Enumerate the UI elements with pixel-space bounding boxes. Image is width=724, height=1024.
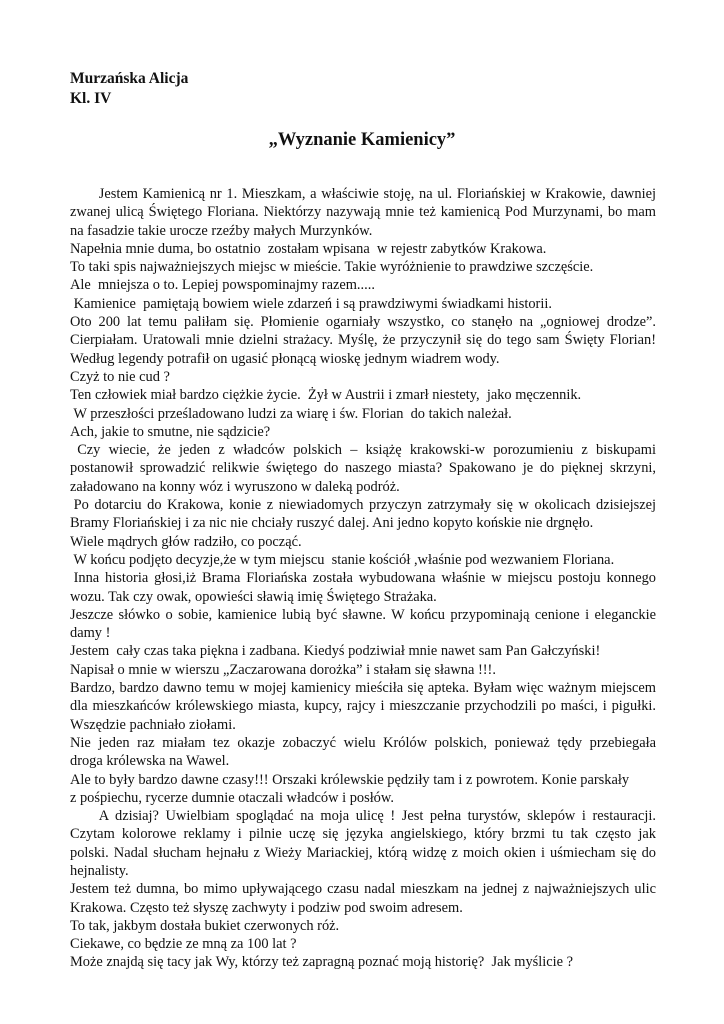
text-line: Wiele mądrych głów radziło, co począć. (70, 533, 302, 550)
text-line: Jestem też dumna, bo mimo upływającego czasu nadal mieszkam na jednej z najważniejszych ulic (70, 881, 656, 898)
text-line: Czytam kolorowe reklamy i pilnie uczę się języka angielskiego, który brzmi tu tak często jak (70, 826, 656, 843)
document-title: „Wyznanie Kamienicy” (268, 130, 456, 150)
text-line: Czyż to nie cud ? (70, 368, 170, 385)
text-line: Inna historia głosi,iż Brama Floriańska została wybudowana właśnie w miejscu postoju konnego (73, 570, 656, 587)
text-line: Napełnia mnie duma, bo ostatnio zostałam wpisana w rejestr zabytków Krakowa. (70, 240, 547, 257)
text-line: Ach, jakie to smutne, nie sądzicie? (70, 423, 271, 440)
text-line: Kamienice pamiętają bowiem wiele zdarzeń i są prawdziwymi świadkami historii. (70, 295, 552, 312)
text-line: Może znajdą się tacy jak Wy, którzy też zapragną poznać moją historię? Jak myślicie ? (70, 954, 573, 971)
text-line: polski. Nadal słucham hejnału z Wieży Mariackiej, którą widzę z moich okien i uśmiecham się do (70, 844, 656, 861)
text-line: Ale mniejsza o to. Lepiej powspominajmy razem..... (70, 277, 375, 294)
text-line: Według legendy potrafił on ugasić płonącą wioskę jednym wiadrem wody. (70, 350, 500, 367)
text-line: Krakowa. Często też słyszę zachwyty i podziw pod swoim adresem. (70, 899, 463, 916)
text-line: Jeszcze słówko o sobie, kamienice lubią być sławne. W końcu przypominają cenione i eleganckie (70, 606, 656, 623)
text-line: dla mieszkańców królewskiego miasta, kupcy, rajcy i mieszczanie przychodzili po maści, i pigułki. (70, 698, 656, 715)
text-line: damy ! (70, 625, 111, 642)
text-line: Ciekawe, co będzie ze mną za 100 lat ? (70, 936, 297, 953)
text-line: z pośpiechu, rycerze dumnie otaczali władców i posłów. (70, 789, 394, 806)
text-line: Bramy Floriańskiej i za nic nie chciały ruszyć dalej. Ani jedno kopyto końskie nie drgnęło. (70, 515, 594, 532)
text-line: Cierpiałam. Uratowali mnie dzielni strażacy. Myślę, że przyczynił się do tego sam Święty Florian! (70, 332, 656, 349)
author-name: Murzańska Alicja (70, 70, 189, 87)
text-line: Oto 200 lat temu paliłam się. Płomienie ogarniały wszystko, co stanęło na „ogniowej drodze”. (70, 314, 656, 331)
text-line: załadowano na konny wóz i wyruszono w daleką podróż. (70, 478, 400, 495)
text-line: W przeszłości prześladowano ludzi za wiarę i św. Florian do takich należał. (70, 405, 512, 422)
text-line: W końcu podjęto decyzje,że w tym miejscu stanie kościół ,właśnie pod wezwaniem Floriana. (70, 551, 615, 568)
text-line: zwanej ulicą Świętego Floriana. Niektórzy nazywają mnie też kamienicą Pod Murzynami, bo mam (70, 204, 656, 221)
text-line: wozu. Tak czy owak, opowieści sławią imię Świętego Strażaka. (70, 588, 437, 605)
text-line: Jestem cały czas taka piękna i zadbana. Kiedyś podziwiał mnie nawet sam Pan Gałczyński! (70, 643, 601, 660)
text-line: Wszędzie pachniało ziołami. (70, 716, 236, 733)
text-line: To tak, jakbym dostała bukiet czerwonych róż. (70, 917, 340, 934)
text-line: Ale to były bardzo dawne czasy!!! Orszaki królewskie pędziły tam i z powrotem. Konie parskały (70, 771, 630, 788)
text-line: Bardzo, bardzo dawno temu w mojej kamienicy mieściła się apteka. Byłam więc ważnym miejscem (70, 680, 656, 697)
text-line: Napisał o mnie w wierszu „Zaczarowana dorożka” i stałam się sławna !!!. (70, 661, 496, 678)
text-line: hejnalisty. (70, 862, 129, 879)
text-line: Ten człowiek miał bardzo ciężkie życie. Żył w Austrii i zmarł niestety, jako męczennik. (70, 387, 582, 404)
text-line: Czy wiecie, że jeden z władców polskich – książę krakowski-w porozumieniu z biskupami (77, 442, 656, 459)
text-line: Jestem Kamienicą nr 1. Mieszkam, a właściwie stoję, na ul. Floriańskiej w Krakowie, dawniej (98, 186, 656, 202)
text-line: Nie jeden raz miałam tez okazje zobaczyć wielu Królów polskich, ponieważ tędy przebiegała (70, 734, 656, 751)
text-line: na fasadzie takie urocze rzeźby małych Murzynków. (70, 222, 373, 239)
text-line: A dzisiaj? Uwielbiam spoglądać na moja ulicę ! Jest pełna turystów, sklepów i restauracji. (98, 808, 656, 825)
text-line: Po dotarciu do Krakowa, konie z niewiadomych przyczyn zatrzymały się w okolicach dzisiejszej (73, 497, 656, 514)
class-label: Kl. IV (70, 90, 112, 107)
body-text (70, 185, 656, 972)
text-line: postanowił sprowadzić relikwie świętego do naszego miasta? Spakowano je do pięknej skrzyni, (70, 460, 656, 477)
text-line: To taki spis najważniejszych miejsc w mieście. Takie wyróżnienie to prawdziwe szczęście. (70, 259, 594, 276)
text-line: droga królewska na Wawel. (70, 753, 230, 770)
